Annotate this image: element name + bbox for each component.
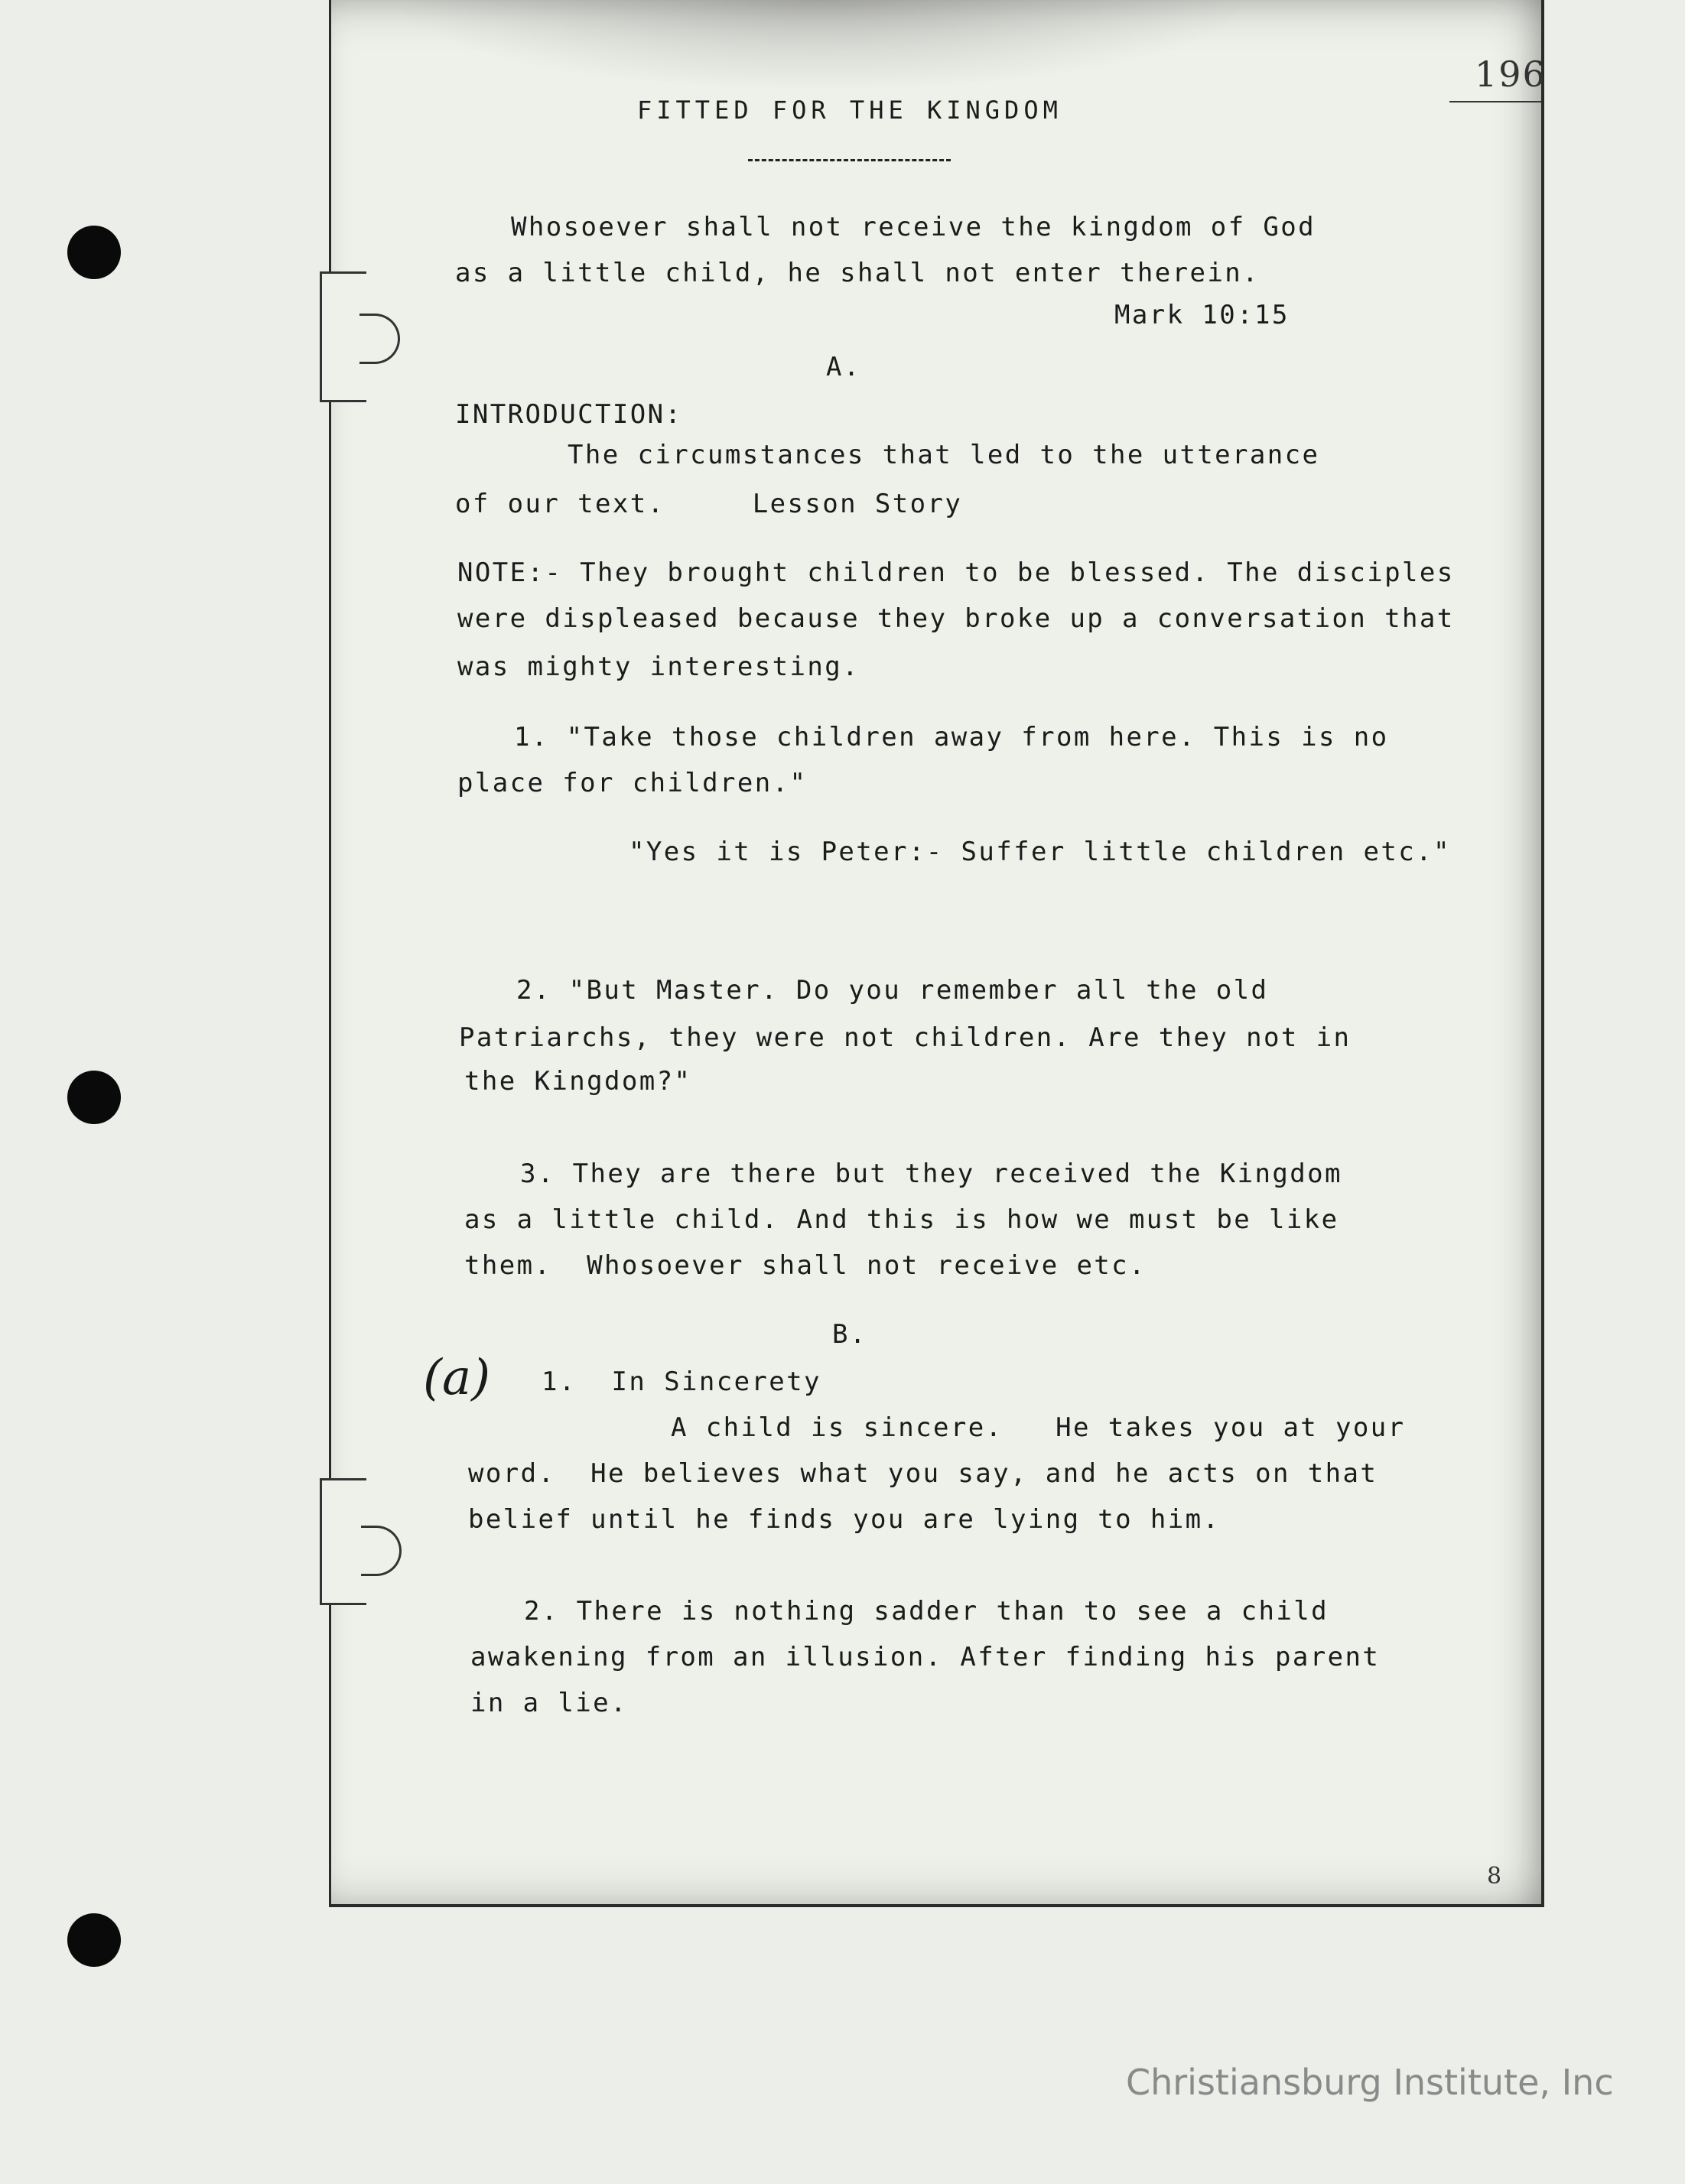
point-b2-line-3: in a lie. <box>470 1688 628 1718</box>
point-b2-line-2: awakening from an illusion. After finding his parent <box>470 1642 1381 1672</box>
point-b2-line-1: 2. There is nothing sadder than to see a child <box>524 1596 1329 1627</box>
point-2-line-2: Patriarchs, they were not children. Are they not in <box>459 1022 1352 1053</box>
punch-hole-middle <box>67 1071 121 1124</box>
punch-hole-top <box>67 226 121 279</box>
sincerity-heading: 1. In Sincerety <box>542 1367 821 1397</box>
corner-mark: 8 <box>1487 1863 1502 1890</box>
point-3-line-3: them. Whosoever shall not receive etc. <box>464 1250 1147 1281</box>
note-line-3: was mighty interesting. <box>457 652 860 682</box>
title-rule <box>748 159 951 161</box>
point-2-line-3: the Kingdom?" <box>464 1066 692 1097</box>
point-2-line-1: 2. "But Master. Do you remember all the old <box>516 975 1269 1006</box>
page-number-underline <box>1449 101 1541 102</box>
scripture-reference: Mark 10:15 <box>1114 300 1290 330</box>
note-line-2: were displeased because they broke up a conversation that <box>457 603 1455 634</box>
paper-tab-lower <box>320 1478 366 1605</box>
intro-line-2: of our text. Lesson Story <box>455 489 963 519</box>
intro-line-1: The circumstances that led to the utterance <box>568 440 1320 470</box>
sincerity-line-2: word. He believes what you say, and he acts on that <box>468 1458 1378 1489</box>
sincerity-line-3: belief until he finds you are lying to him. <box>468 1504 1221 1535</box>
point-3-line-1: 3. They are there but they received the Kingdom <box>520 1159 1342 1189</box>
introduction-heading: INTRODUCTION: <box>455 399 683 430</box>
scripture-line-1: Whosoever shall not receive the kingdom of God <box>511 212 1316 242</box>
section-b-label: B. <box>832 1319 867 1350</box>
section-a-label: A. <box>826 352 861 382</box>
scripture-line-2: as a little child, he shall not enter therein. <box>455 258 1260 288</box>
page-number: 196 <box>1475 54 1547 95</box>
note-line-1: NOTE:- They brought children to be blessed. The disciples <box>457 557 1455 588</box>
handwritten-a-mark: (a) <box>423 1350 491 1406</box>
point-3-line-2: as a little child. And this is how we must be like <box>464 1204 1339 1235</box>
point-1-line-1: 1. "Take those children away from here. This is no <box>514 722 1389 752</box>
point-1-line-2: place for children." <box>457 768 808 798</box>
sincerity-line-1: A child is sincere. He takes you at your <box>671 1412 1406 1443</box>
document-title: FITTED FOR THE KINGDOM <box>637 96 1062 125</box>
archive-watermark: Christiansburg Institute, Inc <box>1126 2062 1614 2103</box>
point-1-reply: "Yes it is Peter:- Suffer little children etc." <box>629 837 1451 867</box>
punch-hole-bottom <box>67 1913 121 1967</box>
